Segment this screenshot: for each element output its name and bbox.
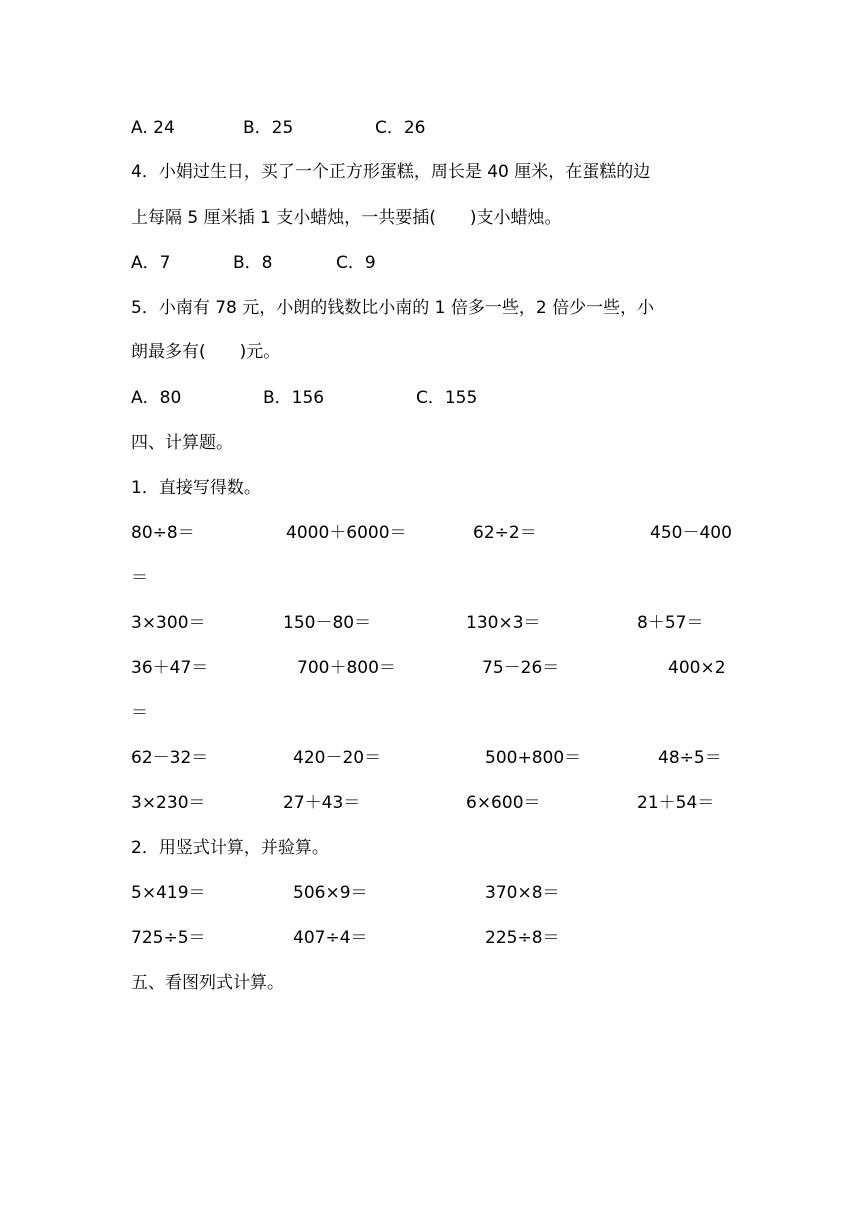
section4-part1-title: 1．直接写得数。 bbox=[131, 478, 261, 498]
calc-item: 420－20＝ bbox=[293, 748, 382, 768]
calc-item: 8＋57＝ bbox=[637, 613, 704, 633]
q3-option-c: C．26 bbox=[375, 118, 426, 138]
calc-item: 700＋800＝ bbox=[297, 658, 396, 678]
q5-text-line1: 5．小南有 78 元，小朗的钱数比小南的 1 倍多一些，2 倍少一些，小 bbox=[131, 298, 655, 318]
calc-item: 75－26＝ bbox=[482, 658, 560, 678]
q5-option-a: A．80 bbox=[131, 388, 182, 408]
calc-item: 21＋54＝ bbox=[637, 793, 715, 813]
vertical-calc-item: 506×9＝ bbox=[293, 883, 368, 903]
vertical-calc-item: 225÷8＝ bbox=[485, 928, 560, 948]
section4-title: 四、计算题。 bbox=[131, 433, 233, 453]
q4-option-a: A．7 bbox=[131, 253, 171, 273]
vertical-calc-item: 370×8＝ bbox=[485, 883, 560, 903]
q4-option-b: B．8 bbox=[233, 253, 273, 273]
calc-item: 62－32＝ bbox=[131, 748, 209, 768]
calc-item: 150－80＝ bbox=[283, 613, 372, 633]
q4-text-line1: 4．小娟过生日，买了一个正方形蛋糕，周长是 40 厘米，在蛋糕的边 bbox=[131, 162, 651, 182]
calc-item: 27＋43＝ bbox=[283, 793, 361, 813]
calc-item: 450－400 bbox=[650, 523, 732, 543]
vertical-calc-item: 725÷5＝ bbox=[131, 928, 206, 948]
calc-item: 48÷5＝ bbox=[658, 748, 722, 768]
vertical-calc-item: 407÷4＝ bbox=[293, 928, 368, 948]
q4-text-line2: 上每隔 5 厘米插 1 支小蜡烛，一共要插( )支小蜡烛。 bbox=[131, 208, 562, 228]
calc-item-wrap: ＝ bbox=[131, 568, 148, 588]
calc-item: 62÷2＝ bbox=[473, 523, 537, 543]
section4-part2-title: 2．用竖式计算，并验算。 bbox=[131, 838, 329, 858]
calc-item: 3×230＝ bbox=[131, 793, 206, 813]
calc-item: 4000＋6000＝ bbox=[286, 523, 407, 543]
calc-item: 3×300＝ bbox=[131, 613, 206, 633]
calc-item: 400×2 bbox=[668, 658, 726, 678]
q5-text-line2: 朗最多有( )元。 bbox=[131, 342, 281, 362]
calc-item: 6×600＝ bbox=[466, 793, 541, 813]
calc-item-wrap: ＝ bbox=[131, 703, 148, 723]
q5-option-b: B．156 bbox=[263, 388, 325, 408]
q5-option-c: C．155 bbox=[416, 388, 478, 408]
q3-option-a: A. 24 bbox=[131, 118, 175, 138]
section5-title: 五、看图列式计算。 bbox=[131, 973, 284, 993]
q4-option-c: C．9 bbox=[336, 253, 376, 273]
calc-item: 130×3＝ bbox=[466, 613, 541, 633]
vertical-calc-item: 5×419＝ bbox=[131, 883, 206, 903]
calc-item: 36＋47＝ bbox=[131, 658, 209, 678]
calc-item: 80÷8＝ bbox=[131, 523, 195, 543]
calc-item: 500+800＝ bbox=[485, 748, 582, 768]
q3-option-b: B．25 bbox=[243, 118, 294, 138]
